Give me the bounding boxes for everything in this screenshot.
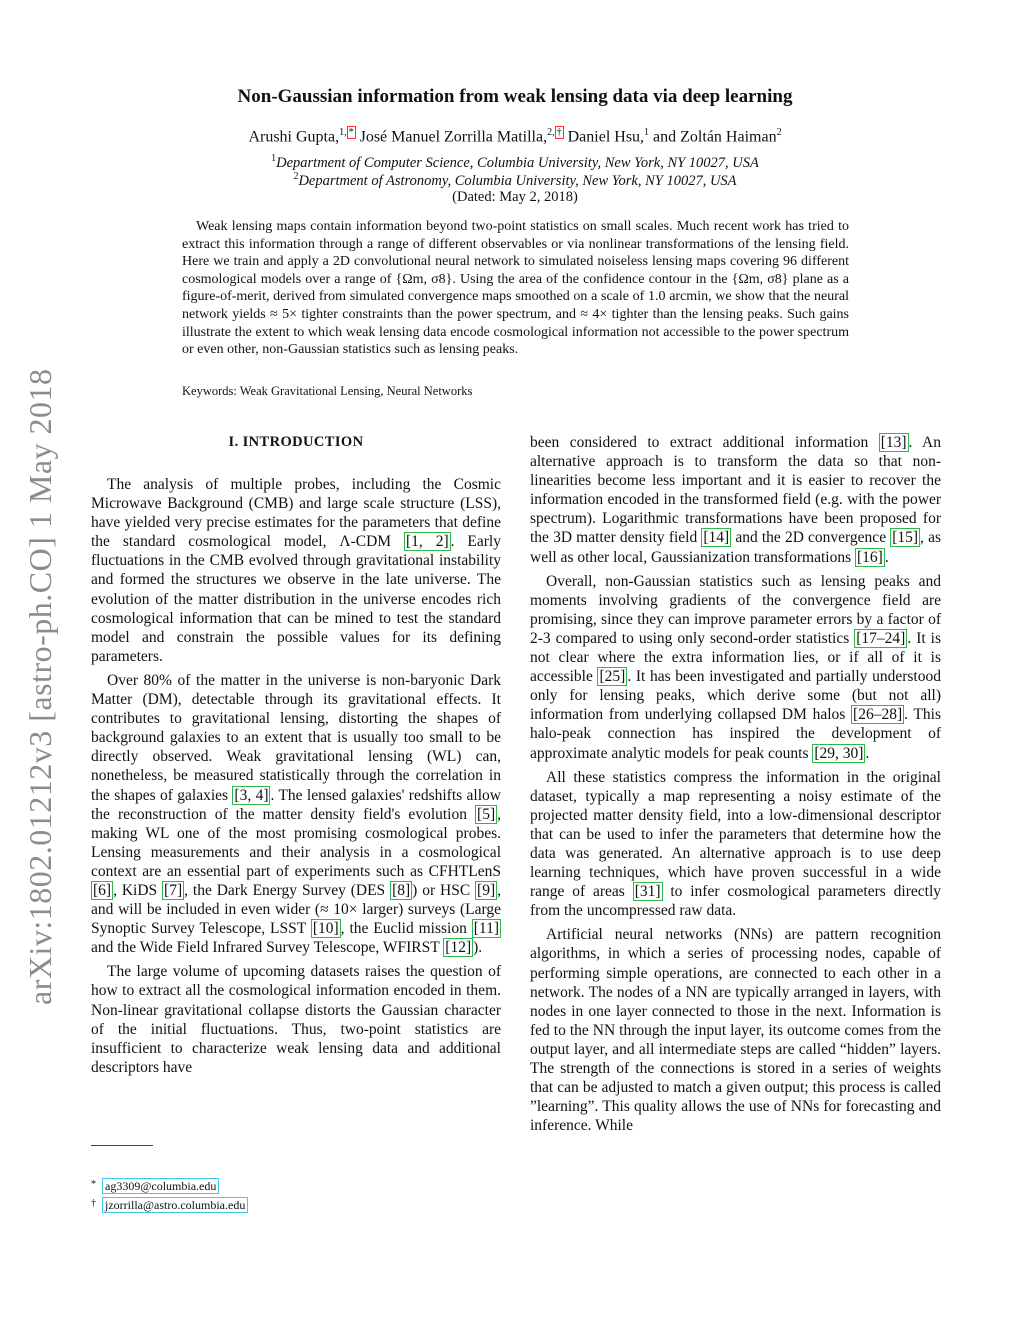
- footnote-link[interactable]: *: [348, 127, 354, 138]
- section-heading: I. INTRODUCTION: [228, 434, 364, 450]
- citation-link[interactable]: [16]: [856, 548, 883, 566]
- citation-link[interactable]: [26–28]: [853, 706, 903, 724]
- paper-title: Non-Gaussian information from weak lensing data via deep learning: [237, 86, 793, 107]
- right-column: [530, 433, 941, 1140]
- paragraph: Overall, non-Gaussian statistics such as lensing peaks and moments involving gradients of the convergence field are promising, since they can improve parameter errors by a factor of 2-3 compared to using only second-order statistics [17–24] . It is not clear where the extra information lies, or if all of it is accessible [25] . It has been investigated and partially understood only for lensing peaks, which derive some (but not all) information from underlying collapsed DM halos [26–28] . This halo-peak connection has inspired the development of approximate analytic models for peak counts [29, 30] .: [530, 572, 942, 762]
- author-name: José Manuel Zorrilla Matilla,: [359, 128, 548, 146]
- citation-link[interactable]: [12]: [445, 939, 472, 957]
- footnotes: [91, 1176, 391, 1214]
- footnote: [91, 1195, 391, 1214]
- citation-link[interactable]: [1, 2]: [406, 533, 449, 551]
- citation-link[interactable]: [31]: [634, 883, 661, 901]
- citation-link[interactable]: [3, 4]: [234, 786, 269, 804]
- author-list: [180, 127, 850, 146]
- author-name: Daniel Hsu,: [567, 128, 645, 146]
- citation-link[interactable]: [7]: [164, 881, 183, 899]
- citation-link[interactable]: [9]: [477, 881, 496, 899]
- footnote-link[interactable]: †: [556, 127, 562, 138]
- citation-link[interactable]: [13]: [880, 434, 907, 451]
- citation-link[interactable]: [14]: [703, 529, 730, 547]
- citation-link[interactable]: [15]: [892, 529, 919, 547]
- footnote-mark: *: [91, 1179, 96, 1190]
- paragraph: Over 80% of the matter in the universe is non-baryonic Dark Matter (DM), detectable through its gravitational effects. It contributes to gravitational lensing, distorting the shapes of background galaxies to an extent that is usually too small to be directly observed. Weak gravitational lensing (WL) can, nonetheless, be measured statistically through the correlation in the shapes of galaxies [3, 4] . The lensed galaxies' redshifts allow the reconstruction of the matter density field's evolution [5] , making WL one of the most promising cosmological probes. Lensing measurements and their analysis in a cosmological context are an essential part of experiments such as CFHTLenS [6] , KiDS [7] , the Dark Energy Survey (DES [8] ) or HSC [9] , and will be included in even wider (≈ 10× larger) surveys (Large Synoptic Survey Telescope, LSST [10] , the Euclid mission [11] and the Wide Field Infrared Survey Telescope, WFIRST [12] ).: [91, 671, 501, 957]
- citation-link[interactable]: [5]: [477, 805, 496, 823]
- affiliation: [180, 153, 850, 172]
- affil-marker: 1: [644, 127, 650, 138]
- affil-marker: 2,: [547, 127, 555, 138]
- left-column: [91, 475, 501, 1082]
- author-name: Arushi Gupta,: [248, 128, 340, 146]
- paragraph: been considered to extract additional information [13] . An alternative approach is to transform the data so that non-linearities become less important and it is easier to recover the information encoded in the transformed field (e.g. with the power spectrum). Logarithmic transformations have been proposed for the 3D matter density field [14] and the 2D convergence [15] , as well as other local, Gaussianization transformations [16] .: [530, 434, 941, 566]
- paragraph: All these statistics compress the information in the original dataset, typically a map representing a noisy estimate of the projected matter density field, into a low-dimensional descriptor that can be used to infer the parameters that determine how the data was generated. An alternative approach is to use deep learning techniques, which have proven successful in a wide range of areas [31] to infer cosmological parameters directly from the uncompressed raw data.: [530, 768, 941, 920]
- date-line: (Dated: May 2, 2018): [452, 189, 578, 205]
- citation-link[interactable]: [29, 30]: [814, 744, 864, 762]
- arxiv-stamp: arXiv:1802.01212v3 [astro-ph.CO] 1 May 2018: [22, 368, 58, 1005]
- footnote-mark: †: [91, 1198, 96, 1209]
- affiliation: [180, 171, 850, 190]
- affil-number: 2: [293, 171, 299, 182]
- citation-link[interactable]: [8]: [392, 881, 411, 899]
- footnote: [91, 1176, 391, 1195]
- citation-link[interactable]: [17–24]: [856, 629, 906, 647]
- citation-link[interactable]: [11]: [473, 920, 499, 938]
- footnote-divider: [91, 1145, 153, 1146]
- keywords: Keywords: Weak Gravitational Lensing, Neural Networks: [182, 384, 473, 398]
- abstract: [182, 218, 849, 359]
- affiliation-text: Department of Computer Science, Columbia University, New York, NY 10027, USA: [276, 154, 759, 171]
- affil-number: 1: [271, 153, 277, 164]
- email-link[interactable]: jzorrilla@astro.columbia.edu: [102, 1197, 248, 1213]
- paragraph: Artificial neural networks (NNs) are pattern recognition algorithms, in which a series of processing nodes, capable of performing simple operations, are connected to each other in a network. The nodes of a NN are typically arranged in layers, with nodes in one layer connected to those in the next. Information is fed to the NN through the input layer, its outcome comes from the output layer, and all intermediate steps are called “hidden” layers. The strength of the connections is stored in a series of weights that can be adjusted to match a given output; this process is called ”learning”. This quality allows the use of NNs for forecasting and inference. While: [530, 926, 941, 1135]
- affil-marker: 2: [776, 127, 782, 138]
- citation-link[interactable]: [10]: [312, 920, 339, 938]
- abstract-text: Weak lensing maps contain information beyond two-point statistics on small scales. Much recent work has tried to extract this information through a range of different observables or via nonlinear transformations of the lensing field. Here we train and apply a 2D convolutional neural network to simulated noiseless lensing maps covering 96 different cosmological models over a range of {Ωm, σ8}. Using the area of the confidence contour in the {Ωm, σ8} plane as a figure-of-merit, derived from simulated convergence maps smoothed on a scale of 1.0 arcmin, we show that the neural network yields ≈ 5× tighter constraints than the power spectrum, and ≈ 4× tighter than the lensing peaks. Such gains illustrate the extent to which weak lensing data encode cosmological information not accessible to the power spectrum or even other, non-Gaussian statistics such as lensing peaks.: [182, 219, 849, 358]
- citation-link[interactable]: [25]: [599, 668, 626, 686]
- affil-marker: 1,: [339, 127, 347, 138]
- affiliation-text: Department of Astronomy, Columbia University, New York, NY 10027, USA: [298, 172, 737, 189]
- paragraph: The analysis of multiple probes, including the Cosmic Microwave Background (CMB) and large scale structure (LSS), have yielded very precise estimates for the parameters that define the standard cosmological model, Λ-CDM [1, 2] . Early fluctuations in the CMB evolved through gravitational instability and formed the structures we observe in the late universe. The evolution of the matter distribution in the universe encodes rich cosmological information that can be mined to test the standard model and constrain the possible values for its defining parameters.: [91, 476, 501, 665]
- citation-link[interactable]: [6]: [93, 881, 112, 899]
- author-name: and Zoltán Haiman: [653, 128, 777, 146]
- paragraph: The large volume of upcoming datasets raises the question of how to extract all the cosmological information encoded in them. Non-linear gravitational collapse distorts the Gaussian character of the initial fluctuations. Thus, two-point statistics are insufficient to characterize weak lensing data and additional descriptors have: [91, 963, 501, 1076]
- email-link[interactable]: ag3309@columbia.edu: [102, 1178, 219, 1194]
